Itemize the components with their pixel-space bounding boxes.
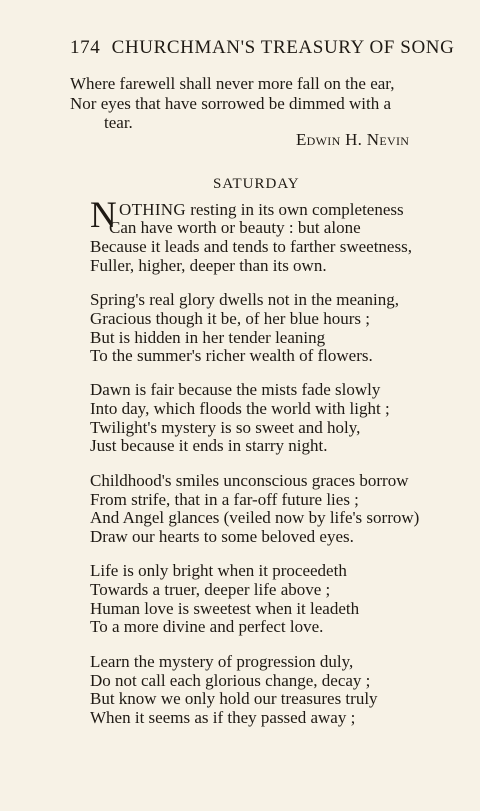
poem-line: Twilight's mystery is so sweet and holy, bbox=[90, 418, 361, 437]
poem-line: Do not call each glorious change, decay ; bbox=[90, 671, 371, 690]
poem-line: Into day, which floods the world with light ; bbox=[90, 399, 390, 418]
poem-line: To a more divine and perfect love. bbox=[90, 617, 324, 636]
prev-poem-author: Edwin H. Nevin bbox=[296, 130, 410, 149]
poem-line: From strife, that in a far-off future lies ; bbox=[90, 490, 359, 509]
page-number: 174 bbox=[70, 37, 101, 58]
prev-poem-line: tear. bbox=[104, 113, 133, 132]
poem-line: Human love is sweetest when it leadeth bbox=[90, 599, 360, 618]
running-title: CHURCHMAN'S TREASURY OF SONG bbox=[111, 37, 455, 58]
running-header bbox=[70, 37, 454, 59]
poem-line: When it seems as if they passed away ; bbox=[90, 708, 356, 727]
poem-line: Just because it ends in starry night. bbox=[90, 436, 328, 455]
prev-poem-line: Nor eyes that have sorrowed be dimmed with a bbox=[70, 94, 392, 113]
drop-cap: N bbox=[90, 195, 117, 236]
first-word-caps: OTHING bbox=[119, 200, 186, 219]
poem-line: Fuller, higher, deeper than its own. bbox=[90, 256, 327, 275]
poem-first-line bbox=[119, 200, 404, 220]
poem-line: To the summer's richer wealth of flowers. bbox=[90, 346, 373, 365]
poem-line: Childhood's smiles unconscious graces borrow bbox=[90, 471, 409, 490]
poem-line: Life is only bright when it proceedeth bbox=[90, 561, 347, 580]
poem-line: Towards a truer, deeper life above ; bbox=[90, 580, 331, 599]
prev-poem-line: Where farewell shall never more fall on the ear, bbox=[70, 74, 395, 93]
poem-line: Spring's real glory dwells not in the meaning, bbox=[90, 290, 400, 309]
poem-line: Draw our hearts to some beloved eyes. bbox=[90, 527, 354, 546]
poem-line: Gracious though it be, of her blue hours ; bbox=[90, 309, 370, 328]
poem-line: Because it leads and tends to farther sweetness, bbox=[90, 237, 412, 256]
poem-line: Dawn is fair because the mists fade slowly bbox=[90, 380, 381, 399]
poem-line: But know we only hold our treasures truly bbox=[90, 689, 378, 708]
poem-line: But is hidden in her tender leaning bbox=[90, 328, 326, 347]
poem-line: Can have worth or beauty : but alone bbox=[109, 218, 361, 237]
first-line-rest: resting in its own completeness bbox=[185, 200, 404, 219]
poem-title: SATURDAY bbox=[213, 176, 300, 192]
poem-line: Learn the mystery of progression duly, bbox=[90, 652, 354, 671]
poem-line: And Angel glances (veiled now by life's sorrow) bbox=[90, 508, 420, 527]
